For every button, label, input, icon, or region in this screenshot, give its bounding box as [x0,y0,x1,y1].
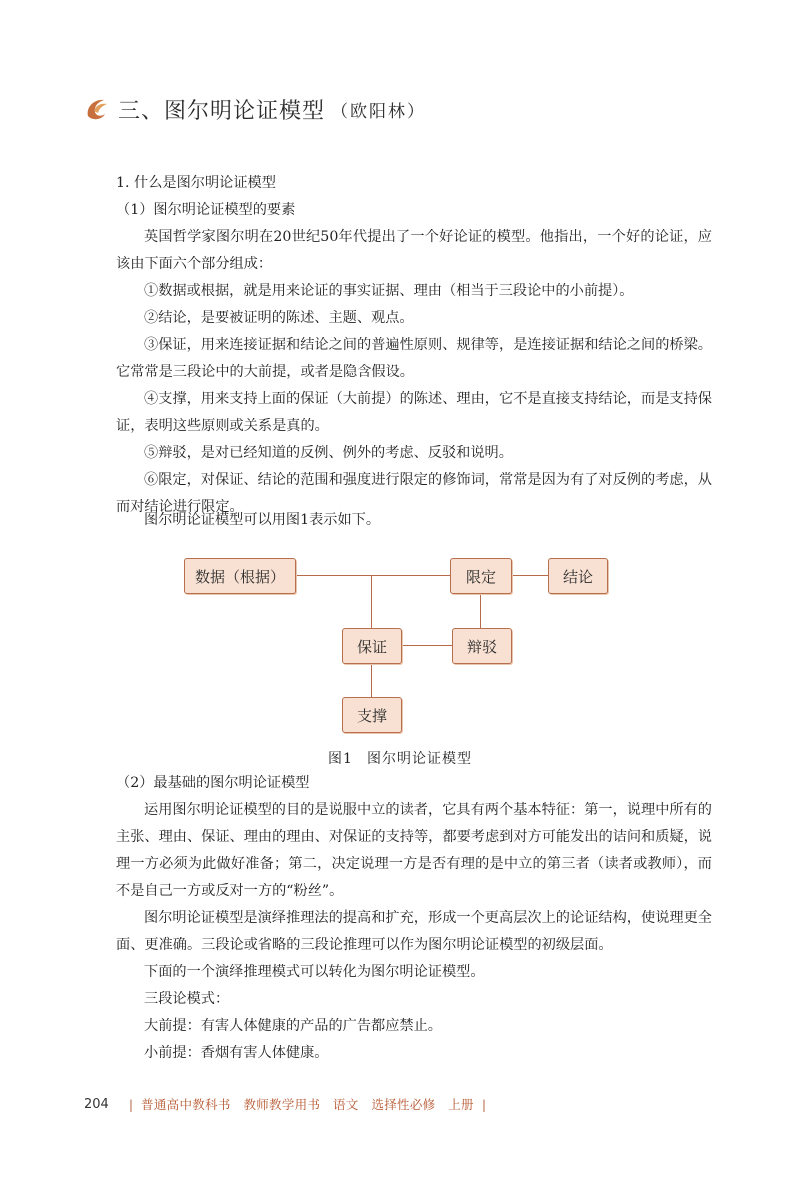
section-author: （欧阳林） [331,101,427,122]
footer-divider: | [128,1096,134,1112]
connector-qualifier-rebuttal [480,593,481,629]
section-1-body [116,170,712,521]
connector-qualifier-conclusion [512,575,548,576]
diagram-intro-text: 图尔明论证模型可以用图1表示如下。 [144,512,381,528]
subheading-elements: （1）图尔明论证模型的要素 [116,202,296,218]
section-title-text: 三、图尔明论证模型 [118,98,326,124]
syllogism-label: 三段论模式： [144,991,230,1007]
intro-paragraph: 英国哲学家图尔明在20世纪50年代提出了一个好论证的模型。他指出，一个好的论证，应该由下面六个部分组成： [116,229,712,272]
node-rebuttal: 辩驳 [452,628,512,664]
element-item: ⑤辩驳，是对已经知道的反例、例外的考虑、反驳和说明。 [144,445,513,461]
page-footer [84,1094,494,1114]
book-title: 普通高中教科书 教师教学用书 语文 选择性必修 上册 [141,1097,474,1112]
major-premise: 大前提：有害人体健康的产品的广告都应禁止。 [144,1018,442,1034]
element-item: ⑥限定，对保证、结论的范围和强度进行限定的修饰词，常常是因为有了对反例的考虑，从而对结论进行限定。 [116,472,712,515]
element-item: ①数据或根据，就是用来论证的事实证据、理由（相当于三段论中的小前提）。 [144,283,634,299]
element-item: ④支撑，用来支持上面的保证（大前提）的陈述、理由，它不是直接支持结论，而是支持保证，表明这些原则或关系是真的。 [116,391,712,434]
section-title [84,92,426,126]
page-number: 204 [84,1096,109,1112]
footer-divider: | [481,1096,487,1112]
element-item: ③保证，用来连接证据和结论之间的普遍性原则、规律等，是连接证据和结论之间的桥梁。它常常是三段论中的大前提，或者是隐含假设。 [116,337,712,380]
diagram-intro [116,507,712,534]
node-warrant: 保证 [342,628,402,664]
connector-warrant-rebuttal [401,645,452,646]
node-backing: 支撑 [342,697,402,733]
paragraph: 下面的一个演绎推理模式可以转化为图尔明论证模型。 [144,964,485,980]
element-item: ②结论，是要被证明的陈述、主题、观点。 [144,310,414,326]
figure-title: 图尔明论证模型 [366,751,472,767]
heading-what-is: 1. 什么是图尔明论证模型 [116,175,276,191]
paragraph: 运用图尔明论证模型的目的是说服中立的读者，它具有两个基本特征：第一，说理中所有的主张、理由、保证、理由的理由、对保证的支持等，都要考虑到对方可能发出的诘问和质疑，说理一方必须为此做好准备；第二，决定说理一方是否有理的是中立的第三者（读者或教师），而不是自己一方或反对一方的“粉丝”。 [116,802,712,899]
section-2-body [116,770,712,1067]
connector-data-qualifier [296,575,450,576]
figure-number: 图1 [328,751,353,767]
toulmin-diagram [170,555,630,745]
node-conclusion: 结论 [548,558,608,594]
paragraph: 图尔明论证模型是演绎推理法的提高和扩充，形成一个更高层次上的论证结构，使说理更全面、更准确。三段论或省略的三段论推理可以作为图尔明论证模型的初级层面。 [116,910,712,953]
connector-warrant-vertical [371,575,372,629]
subheading-basic-model: （2）最基础的图尔明论证模型 [116,775,310,791]
connector-warrant-backing [371,663,372,697]
minor-premise: 小前提：香烟有害人体健康。 [144,1045,329,1061]
figure-caption [0,748,800,768]
node-data: 数据（根据） [184,558,296,594]
node-qualifier: 限定 [450,558,512,594]
swirl-leaf-icon [84,96,110,122]
